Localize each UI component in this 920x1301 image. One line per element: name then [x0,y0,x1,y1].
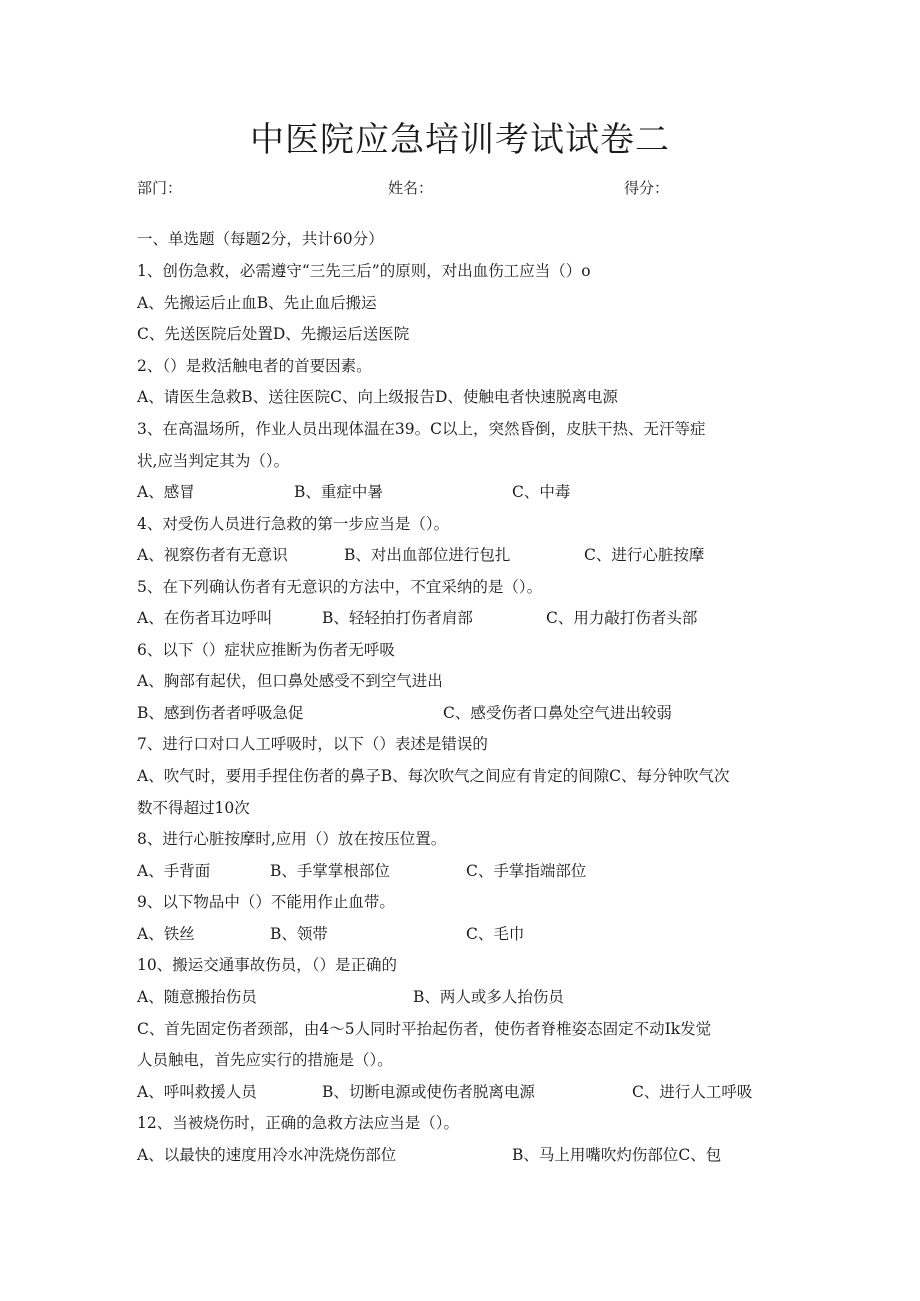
line-text: A、请医生急救B、送往医院C、向上级报告D、使触电者快速脱离电源 [137,388,618,406]
line-text: 1、创伤急救，必需遵守“三先三后”的原则，对出血伤工应当（）o [137,262,591,280]
line-text: 4、对受伤人员进行急救的第一步应当是（）。 [137,515,450,533]
question-line [137,576,542,598]
line-text: 人员触电，首先应实行的措施是（）。 [137,1051,393,1069]
answer-option: B、对出血部位进行包扎 [344,546,511,564]
line-text: 数不得超过10次 [137,799,250,817]
question-line [137,670,443,692]
question-line [137,260,591,282]
question-line [137,607,698,629]
answer-option: C、用力敲打伤者头部 [546,609,698,627]
line-text: 5、在下列确认伤者有无意识的方法中，不宜采纳的是（）。 [137,578,543,596]
answer-option: B、切断电源或使伤者脱离电源 [322,1083,535,1101]
question-line [137,355,372,377]
department-label: 部门： [137,179,183,197]
line-text: A、先搬运后止血B、先止血后搬运 [137,294,377,312]
line-text: C、先送医院后处置D、先搬运后送医院 [137,325,410,343]
answer-option: A、感冒 [137,483,195,501]
question-line [137,733,488,755]
answer-option: B、领带 [270,925,328,943]
question-line [137,386,618,408]
line-text: 9、以下物品中（）不能用作止血带。 [137,893,395,911]
line-text: 7、进行口对口人工呼吸时，以下（）表述是错误的 [137,735,488,753]
question-line [137,797,250,819]
answer-option: A、铁丝 [137,925,195,943]
name-label: 姓名： [388,179,434,197]
answer-option: C、进行心脏按摩 [584,546,705,564]
answer-option: B、马上用嘴吹灼伤部位C、包 [512,1146,722,1164]
answer-option: B、轻轻拍打伤者肩部 [322,609,473,627]
line-text: 状,应当判定其为（）。 [137,452,290,470]
line-text: 2、（）是救活触电者的首要因素。 [137,357,372,375]
answer-option: B、两人或多人抬伤员 [413,988,564,1006]
answer-option: A、以最快的速度用冷水冲洗烧伤部位 [137,1146,397,1164]
question-line [137,1112,459,1134]
answer-option: C、毛巾 [466,925,525,943]
question-line [137,418,705,440]
line-text: 3、在高温场所，作业人员出现体温在39。C以上，突然昏倒，皮肤干热、无汗等症 [137,420,706,438]
question-line [137,765,729,787]
answer-option: B、感到伤者者呼吸急促 [137,704,304,722]
line-text: 6、以下（）症状应推断为伤者无呼吸 [137,641,395,659]
section-heading: 一、单选题（每题2分，共计60分） [137,230,384,248]
line-text: 12、当被烧伤时，正确的急救方法应当是（）。 [137,1114,459,1132]
question-line [137,954,397,976]
page-title: 中医院应急培训考试试卷二 [250,120,670,160]
score-label: 得分： [624,179,670,197]
answer-option: C、手掌指端部位 [466,862,587,880]
question-line [137,986,564,1008]
question-line [137,1018,711,1040]
question-line [137,544,705,566]
question-line [137,860,587,882]
question-line [137,513,449,535]
question-line [137,828,446,850]
line-text: 10、搬运交通事故伤员，（）是正确的 [137,956,397,974]
question-line [137,1049,393,1071]
question-line [137,450,289,472]
answer-option: A、手背面 [137,862,211,880]
question-line [137,323,409,345]
answer-option: B、重症中暑 [294,483,383,501]
question-line [137,481,571,503]
question-line [137,891,395,913]
line-text: C、首先固定伤者颈部，由4～5人同时平抬起伤者，使伤者脊椎姿态固定不动Ik发觉 [137,1020,712,1038]
question-line [137,639,395,661]
answer-option: C、感受伤者口鼻处空气进出较弱 [443,704,672,722]
line-text: A、胸部有起伏，但口鼻处感受不到空气进出 [137,672,443,690]
line-text: A、吹气时，要用手捏住伤者的鼻子B、每次吹气之间应有肯定的间隙C、每分钟吹气次 [137,767,730,785]
question-line [137,1081,753,1103]
answer-option: C、进行人工呼吸 [632,1083,753,1101]
line-text: 8、进行心脏按摩时,应用（）放在按压位置。 [137,830,447,848]
answer-option: A、随意搬抬伤员 [137,988,257,1006]
question-line [137,1144,722,1166]
question-line [137,923,525,945]
question-line [137,292,377,314]
answer-option: A、视察伤者有无意识 [137,546,288,564]
answer-option: B、手掌掌根部位 [270,862,390,880]
answer-option: A、在伤者耳边呼叫 [137,609,273,627]
answer-option: C、中毒 [512,483,571,501]
answer-option: A、呼叫救援人员 [137,1083,257,1101]
question-line [137,702,672,724]
